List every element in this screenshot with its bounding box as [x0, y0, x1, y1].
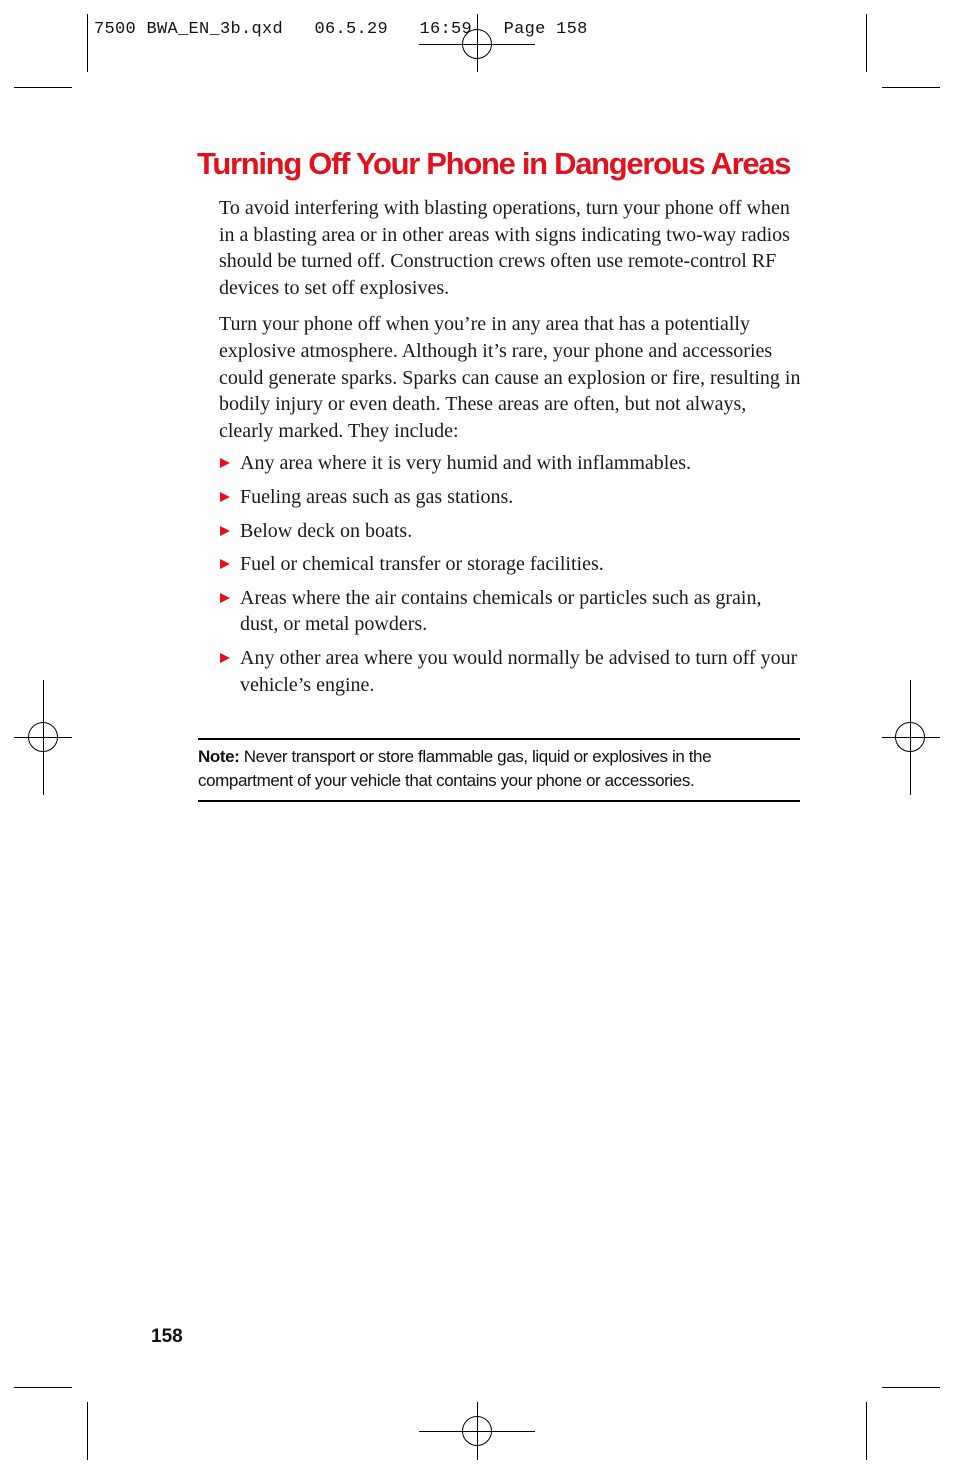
file-slug: 7500 BWA_EN_3b.qxd 06.5.29 16:59 Page 158 [94, 20, 588, 39]
list-item: Below deck on boats. [219, 518, 801, 545]
crop-mark [882, 1387, 940, 1388]
list-item: Fuel or chemical transfer or storage facilities. [219, 551, 801, 578]
crop-mark [882, 87, 940, 88]
crop-mark [87, 1402, 88, 1460]
paragraph: To avoid interfering with blasting operations, turn your phone off when in a blasting area or in other areas with signs indicating two-way radios should be turned off. Construction crews often use remote-control RF devices to set off explosives. [219, 197, 790, 299]
crop-mark [14, 87, 72, 88]
hazard-list [219, 450, 801, 698]
paragraph: Turn your phone off when you’re in any area that has a potentially explosive atmosphere. Although it’s rare, your phone and accessories could generate sparks. Sparks can cause an explosion or fire, resulting in bodily injury or even death. These areas are often, but not always, clearly marked. They include: [219, 313, 801, 442]
note-text: Never transport or store flammable gas, liquid or explosives in the compartment of your vehicle that contains your phone or accessories. [198, 747, 712, 790]
crop-mark [14, 1387, 72, 1388]
list-item: Any other area where you would normally be advised to turn off your vehicle’s engine. [219, 645, 801, 698]
note-box [198, 738, 800, 802]
page-title: Turning Off Your Phone in Dangerous Areas [197, 146, 791, 181]
list-item: Any area where it is very humid and with inflammables. [219, 450, 801, 477]
red-triangle-bullet-icon [220, 593, 230, 603]
note-label: Note: [198, 747, 240, 766]
crop-mark [87, 14, 88, 72]
red-triangle-bullet-icon [220, 492, 230, 502]
red-triangle-bullet-icon [220, 458, 230, 468]
red-triangle-bullet-icon [220, 653, 230, 663]
red-triangle-bullet-icon [220, 526, 230, 536]
body-content [219, 195, 801, 705]
crop-mark [866, 14, 867, 72]
page-number: 158 [151, 1326, 183, 1347]
list-item: Areas where the air contains chemicals or particles such as grain, dust, or metal powders. [219, 585, 801, 638]
crop-mark [866, 1402, 867, 1460]
list-item: Fueling areas such as gas stations. [219, 484, 801, 511]
red-triangle-bullet-icon [220, 559, 230, 569]
